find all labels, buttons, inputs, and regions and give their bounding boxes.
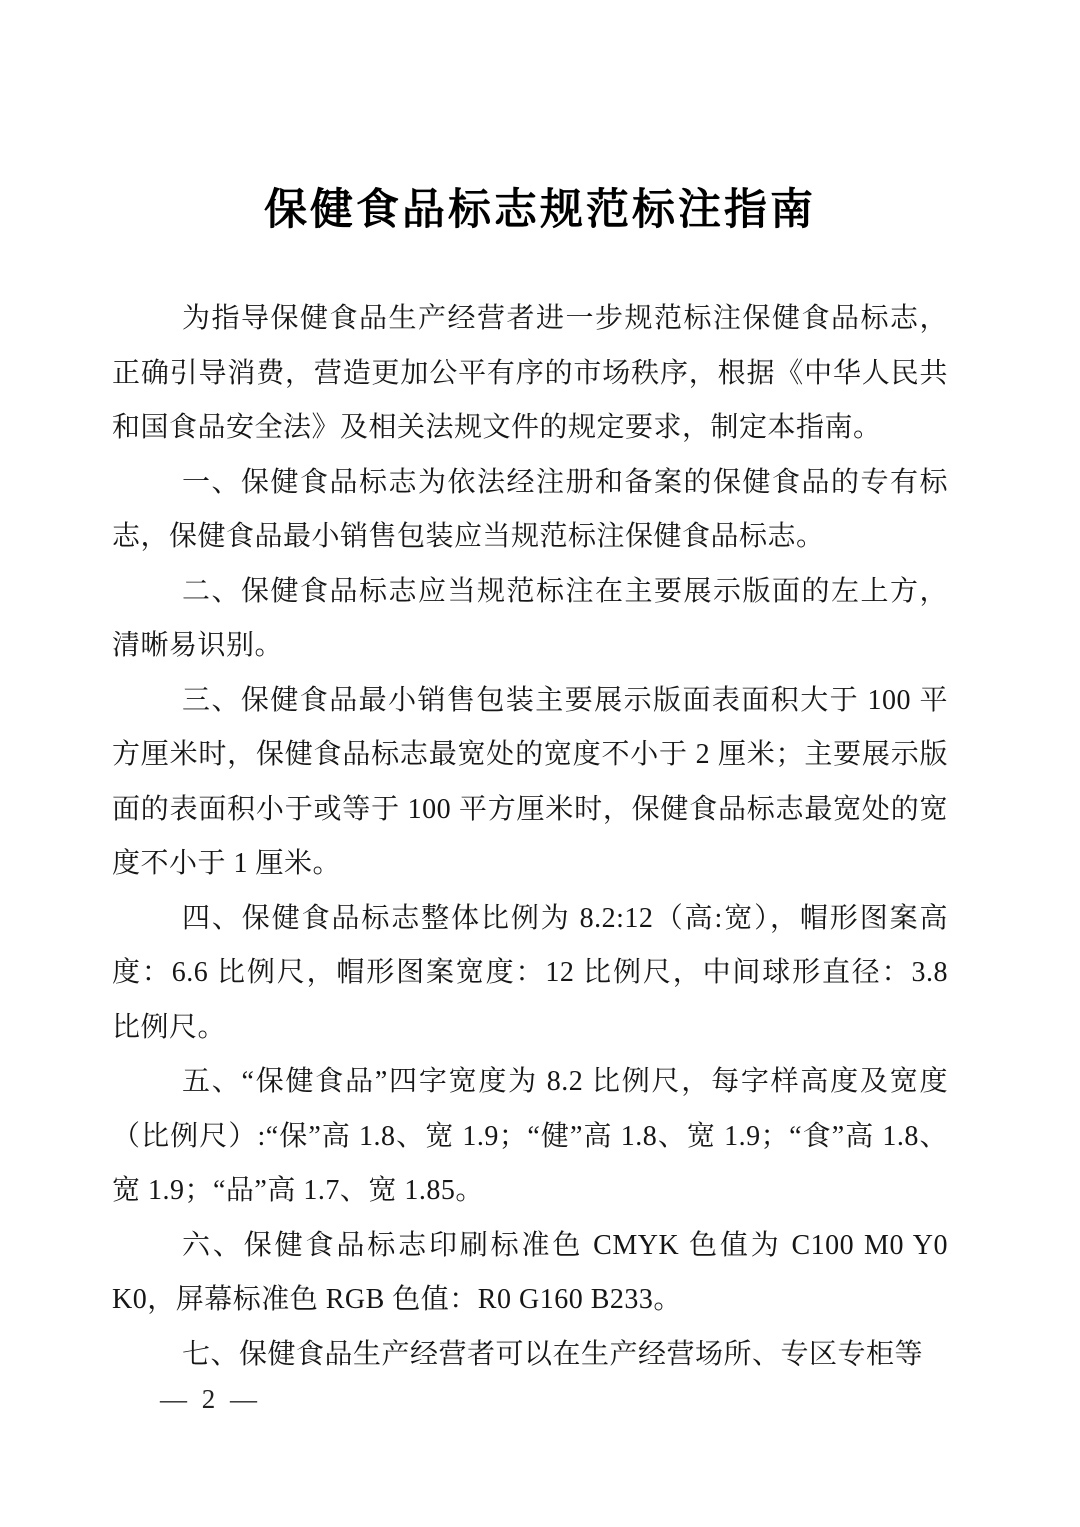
paragraph-item-6: 六、保健食品标志印刷标准色 CMYK 色值为 C100 M0 Y0 K0，屏幕标准色 RGB 色值：R0 G160 B233。 <box>112 1229 948 1315</box>
paragraph-item-4: 四、保健食品标志整体比例为 8.2:12（高:宽），帽形图案高度：6.6 比例尺，帽形图案宽度：12 比例尺，中间球形直径：3.8 比例尺。 <box>112 902 948 1043</box>
page-number: — 2 — <box>160 1384 261 1414</box>
paragraph-item-1: 一、保健食品标志为依法经注册和备案的保健食品的专有标志，保健食品最小销售包装应当规范标注保健食品标志。 <box>112 466 948 552</box>
paragraph-item-3: 三、保健食品最小销售包装主要展示版面表面积大于 100 平方厘米时，保健食品标志最宽处的宽度不小于 2 厘米；主要展示版面的表面积小于或等于 100 平方厘米时，保健食品标志最宽处的宽度不小于 1 厘米。 <box>112 684 948 879</box>
document-body <box>0 292 1080 1382</box>
paragraph-item-7: 七、保健食品生产经营者可以在生产经营场所、专区专柜等 <box>182 1338 924 1370</box>
paragraph-item-2: 二、保健食品标志应当规范标注在主要展示版面的左上方，清晰易识别。 <box>112 575 948 661</box>
document-title: 保健食品标志规范标注指南 <box>264 187 816 234</box>
paragraph-intro: 为指导保健食品生产经营者进一步规范标注保健食品标志，正确引导消费，营造更加公平有序的市场秩序，根据《中华人民共和国食品安全法》及相关法规文件的规定要求，制定本指南。 <box>112 303 948 443</box>
paragraph-item-5: 五、“保健食品”四字宽度为 8.2 比例尺，每字样高度及宽度（比例尺）:“保”高 1.8、宽 1.9；“健”高 1.8、宽 1.9；“食”高 1.8、宽 1.9；“品”高 1.7、宽 1.85。 <box>112 1066 948 1206</box>
